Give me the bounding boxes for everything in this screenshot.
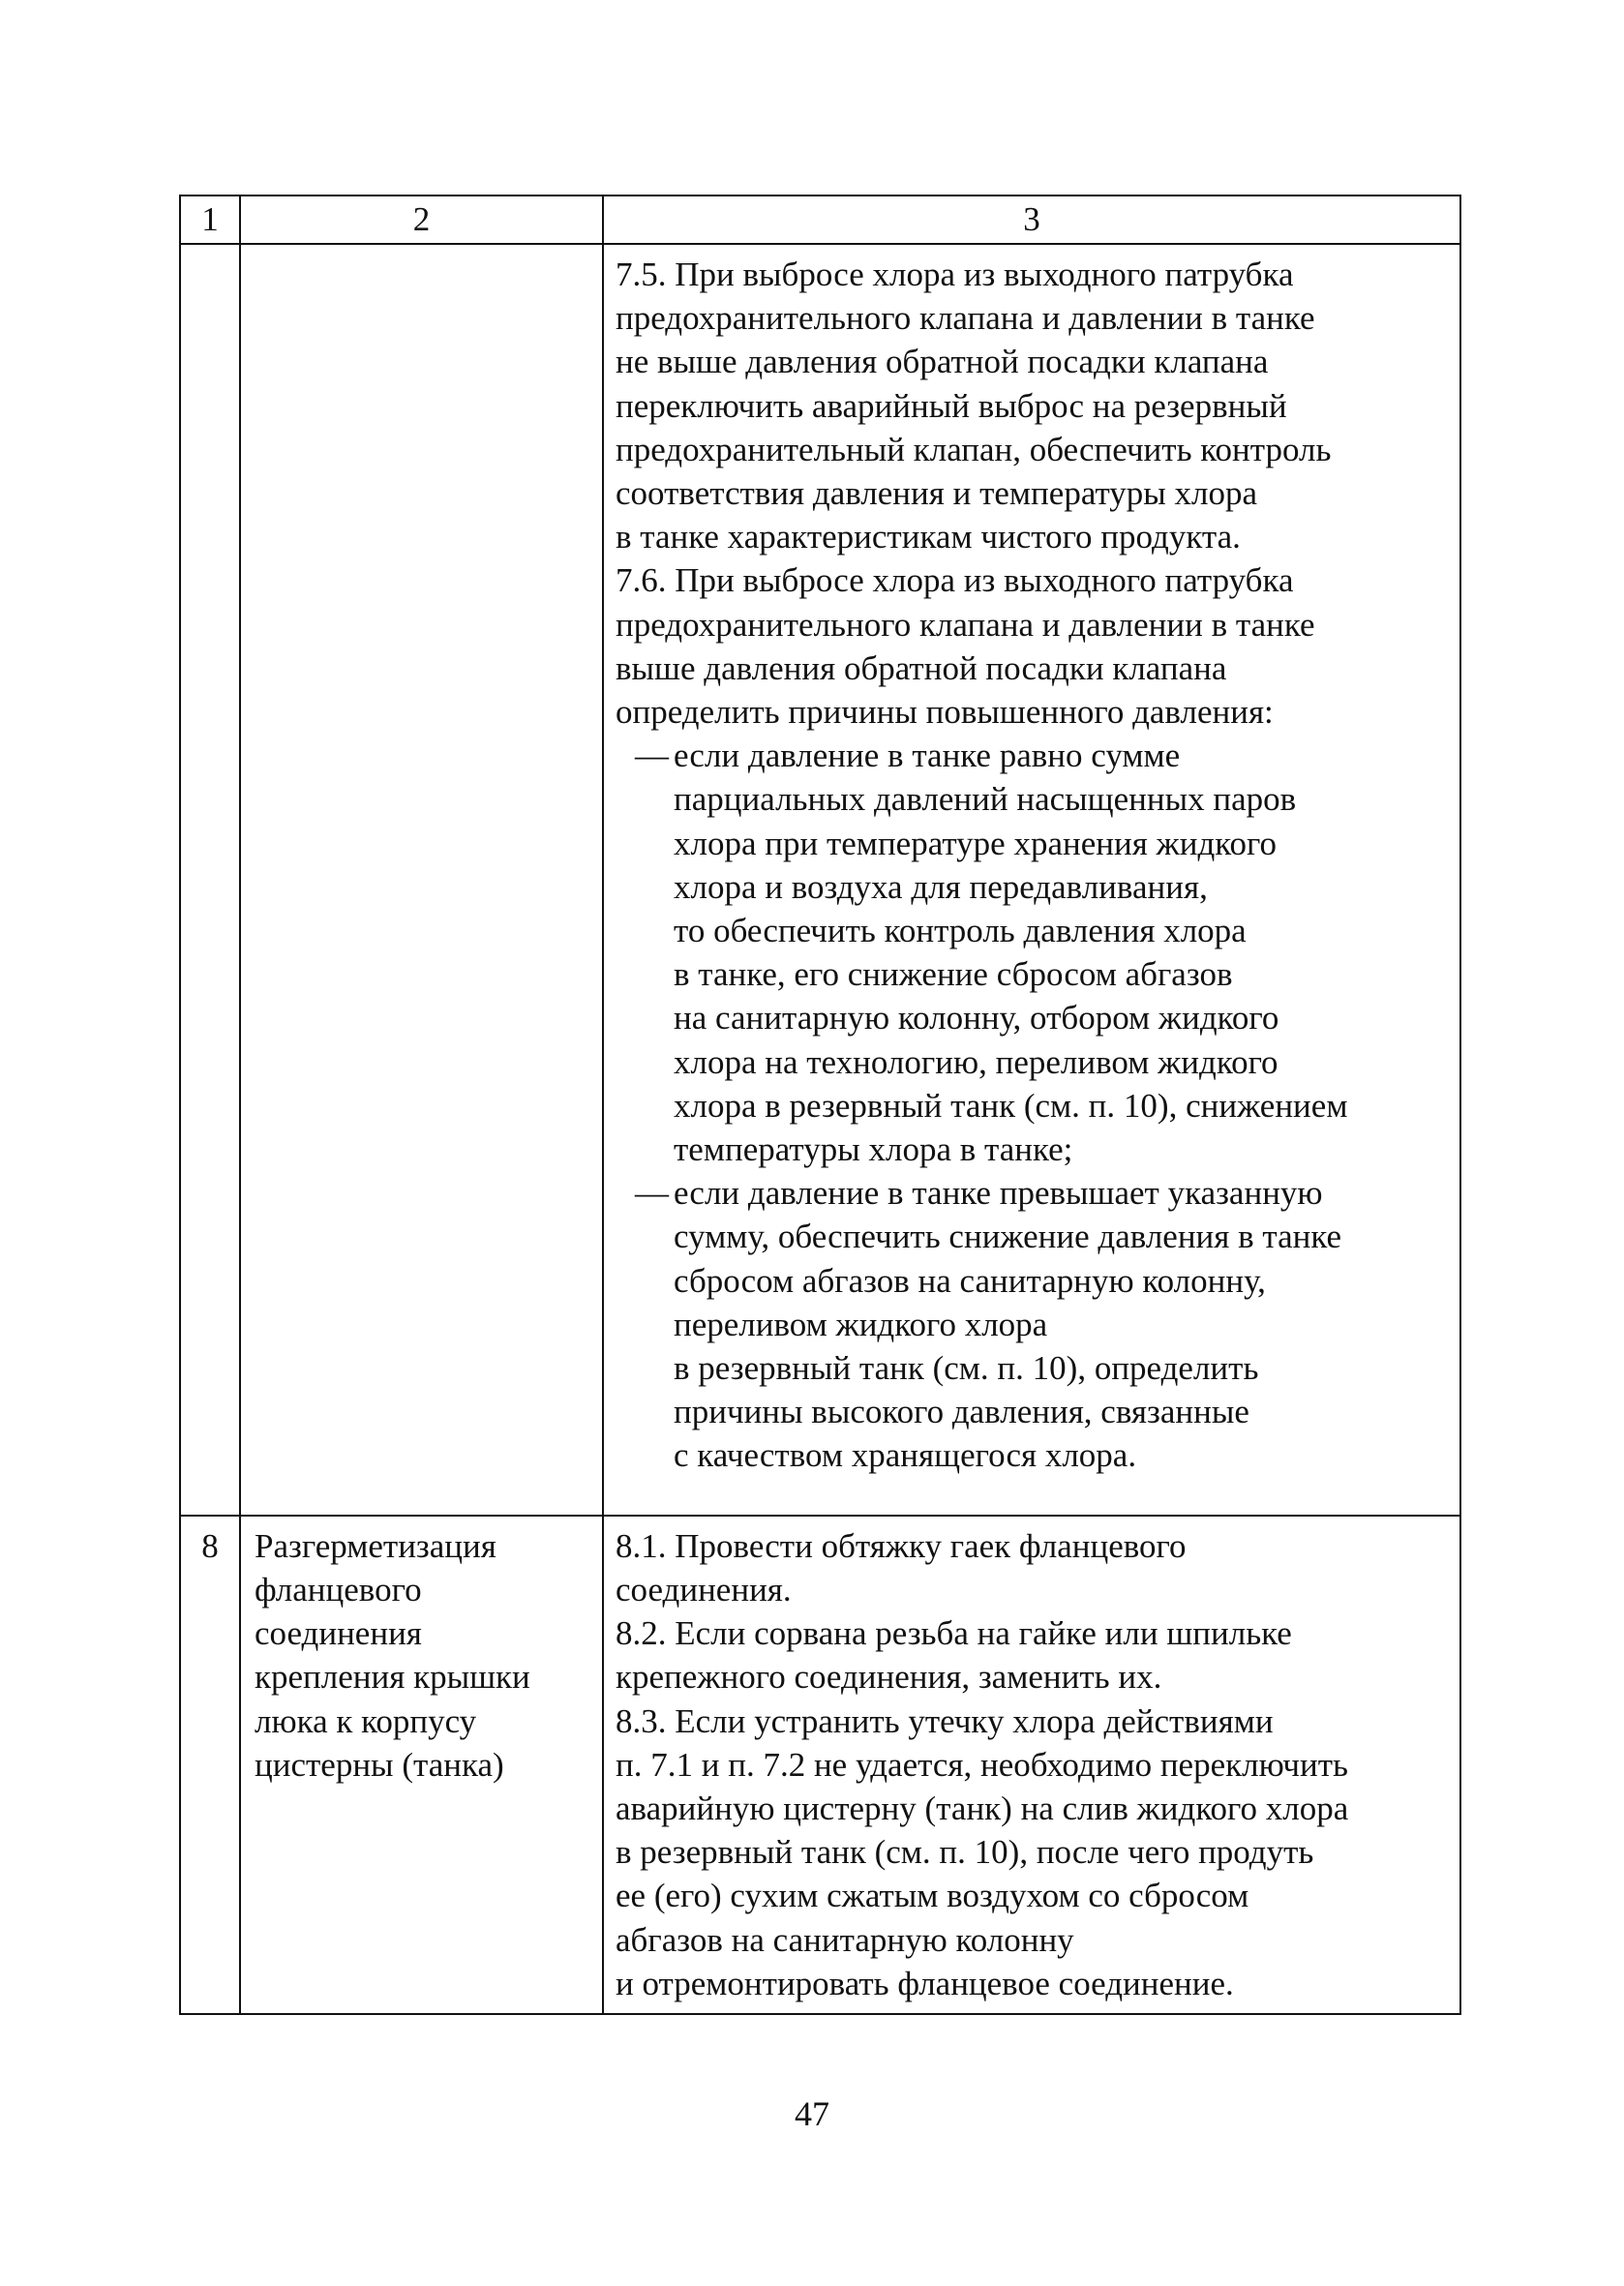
text-line: абгазов на санитарную колонну: [616, 1920, 1074, 1959]
row2-number-cell: 8: [180, 1516, 240, 2014]
text-line: 7.6. При выбросе хлора из выходного патрубка: [616, 561, 1294, 600]
text-line: 8.1. Провести обтяжку гаек фланцевого: [616, 1526, 1187, 1565]
list-item-dash: [635, 734, 1452, 777]
text-line: 7.5. При выбросе хлора из выходного патрубка: [616, 256, 1294, 293]
text-line: 8.3. Если устранить утечку хлора действиями: [616, 1701, 1274, 1740]
text-line: хлора на технологию, переливом жидкого: [674, 1042, 1278, 1081]
text-line: если давление в танке превышает указанную: [674, 1174, 1323, 1213]
text-line: с качеством хранящегося хлора.: [674, 1436, 1137, 1475]
row1-actions-cell: [603, 244, 1460, 1516]
text-line: люка к корпусу: [255, 1701, 477, 1740]
text-line: хлора и воздуха для передавливания,: [674, 867, 1208, 906]
list-item-dash: [635, 1171, 1452, 1215]
text-line: предохранительного клапана и давлении в танке: [616, 299, 1315, 338]
text-line: не выше давления обратной посадки клапана: [616, 343, 1269, 381]
text-line: и отремонтировать фланцевое соединение.: [616, 1964, 1234, 2002]
text-line: Разгерметизация: [255, 1526, 496, 1565]
text-line: парциальных давлений насыщенных паров: [674, 780, 1297, 819]
header-col-2: 2: [240, 196, 603, 244]
header-col-1: 1: [180, 196, 240, 244]
page-number: 47: [795, 2094, 829, 2133]
text-line: в резервный танк (см. п. 10), после чего продуть: [616, 1833, 1314, 1872]
text-line: п. 7.1 и п. 7.2 не удается, необходимо переключить: [616, 1745, 1348, 1784]
text-line: переливом жидкого хлора: [674, 1305, 1048, 1343]
text-line: 8.2. Если сорвана резьба на гайке или шпильке: [616, 1614, 1292, 1653]
text-line: предохранительного клапана и давлении в танке: [616, 605, 1315, 644]
text-line: на санитарную колонну, отбором жидкого: [674, 999, 1279, 1038]
row1-number-cell: [180, 244, 240, 1516]
text-line: фланцевого: [255, 1570, 422, 1609]
text-line: в танке, его снижение сбросом абгазов: [674, 955, 1233, 994]
text-line: переключить аварийный выброс на резервный: [616, 386, 1287, 425]
text-line: то обеспечить контроль давления хлора: [674, 912, 1247, 950]
header-col-3: 3: [603, 196, 1460, 244]
text-line: соответствия давления и температуры хлора: [616, 474, 1258, 513]
text-line: если давление в танке равно сумме: [674, 737, 1181, 775]
text-line: соединения: [255, 1614, 422, 1653]
row2-actions-cell: [603, 1516, 1460, 2014]
text-line: определить причины повышенного давления:: [616, 693, 1274, 732]
text-line: крепежного соединения, заменить их.: [616, 1658, 1162, 1697]
text-line: хлора при температуре хранения жидкого: [674, 824, 1277, 862]
table-row-7-continued: [180, 244, 1460, 1516]
text-line: сбросом абгазов на санитарную колонну,: [674, 1261, 1266, 1300]
text-line: выше давления обратной посадки клапана: [616, 648, 1227, 687]
text-line: предохранительный клапан, обеспечить контроль: [616, 430, 1332, 468]
row2-description-cell: [240, 1516, 603, 2014]
dash-marker: —: [635, 737, 669, 775]
text-line: причины высокого давления, связанные: [674, 1393, 1249, 1431]
text-line: в резервный танк (см. п. 10), определить: [674, 1349, 1259, 1388]
instructions-table: [179, 195, 1461, 2015]
row1-description-cell: [240, 244, 603, 1516]
text-line: аварийную цистерну (танк) на слив жидкого хлора: [616, 1789, 1349, 1827]
dash-marker: —: [635, 1174, 669, 1213]
text-line: температуры хлора в танке;: [674, 1130, 1073, 1169]
text-line: крепления крышки: [255, 1658, 530, 1697]
text-line: хлора в резервный танк (см. п. 10), снижением: [674, 1086, 1348, 1125]
text-line: сумму, обеспечить снижение давления в танке: [674, 1218, 1342, 1256]
table-row-8: [180, 1516, 1460, 2014]
text-line: соединения.: [616, 1570, 792, 1609]
table-header-row: [180, 196, 1460, 244]
text-line: цистерны (танка): [255, 1745, 504, 1784]
text-line: ее (его) сухим сжатым воздухом со сбросом: [616, 1877, 1249, 1915]
text-line: в танке характеристикам чистого продукта.: [616, 518, 1241, 556]
